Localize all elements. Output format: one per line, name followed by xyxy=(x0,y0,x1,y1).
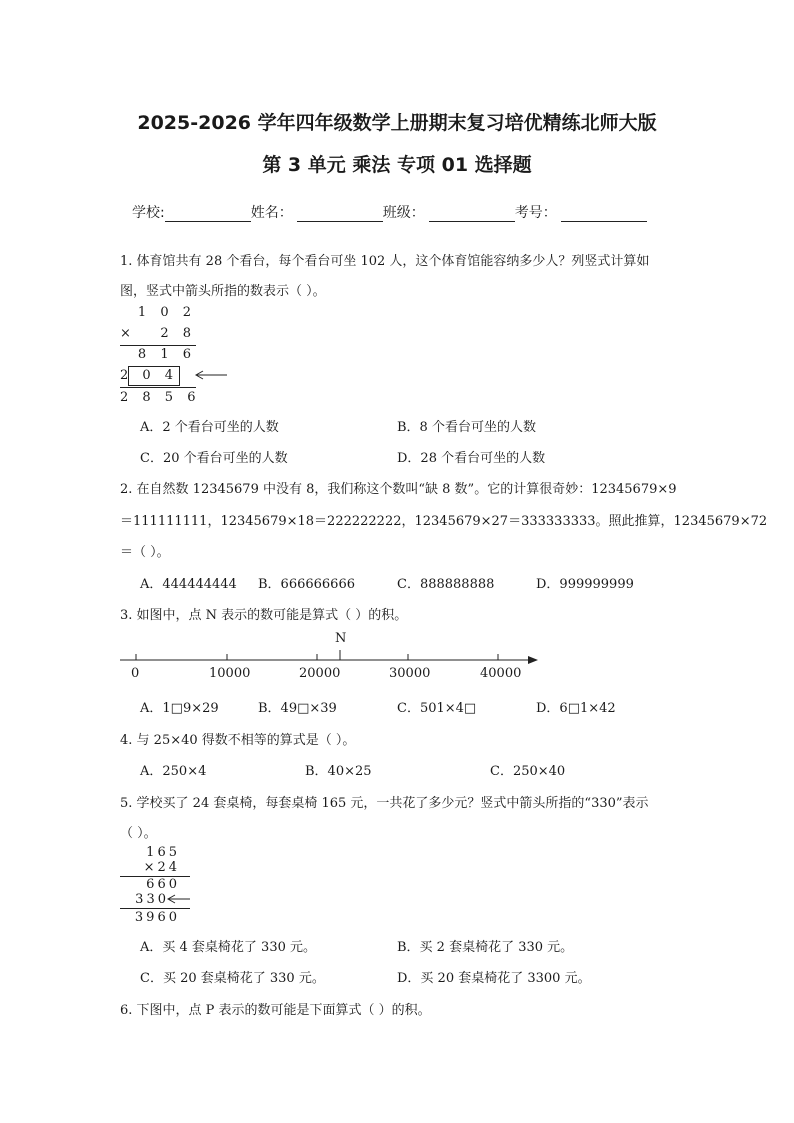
number-label: 考号： xyxy=(514,205,557,221)
q3-tick-0: 0 xyxy=(131,666,140,681)
q1-option-c[interactable]: C．20 个看台可坐的人数 xyxy=(140,451,288,466)
q3-tick-10000: 10000 xyxy=(209,666,251,681)
q5-calc-row3: 660 xyxy=(146,877,180,892)
school-blank xyxy=(165,207,251,222)
q3-option-a[interactable]: A．1□9×29 xyxy=(140,701,219,716)
q2-option-a[interactable]: A．444444444 xyxy=(140,577,237,592)
q2-text-line3: ＝（ ）。 xyxy=(120,545,170,560)
q5-text-line1: 5. 学校买了 24 套桌椅，每套桌椅 165 元，一共花了多少元？竖式中箭头所指的“330”表示 xyxy=(120,796,649,811)
q1-option-d[interactable]: D．28 个看台可坐的人数 xyxy=(397,451,546,466)
q6-text-line1: 6. 下图中，点 P 表示的数可能是下面算式（ ）的积。 xyxy=(120,1003,431,1018)
q5-calc-row4: 330 xyxy=(135,892,169,907)
q1-calc-row1: 1 0 2 xyxy=(137,305,196,320)
number-blank xyxy=(561,207,647,222)
q3-axis xyxy=(118,648,543,668)
q1-calc-row4: 2 0 4 xyxy=(120,368,179,383)
class-blank xyxy=(429,207,515,222)
q1-calc-row5: 2 8 5 6 xyxy=(120,390,201,405)
q3-tick-40000: 40000 xyxy=(480,666,522,681)
q1-text-line2: 图，竖式中箭头所指的数表示（ ）。 xyxy=(120,284,326,299)
q1-text-line1: 1. 体育馆共有 28 个看台，每个看台可坐 102 人，这个体育馆能容纳多少人？列竖式计算如 xyxy=(120,254,650,269)
q3-option-c[interactable]: C．501×4□ xyxy=(397,701,477,716)
q1-calc-line1 xyxy=(120,345,196,346)
q3-point-label: N xyxy=(335,631,347,646)
q2-option-b[interactable]: B．666666666 xyxy=(258,577,355,592)
q4-option-a[interactable]: A．250×4 xyxy=(140,764,207,779)
student-info-row xyxy=(132,202,647,222)
q2-text-line1: 2. 在自然数 12345679 中没有 8，我们称这个数叫“缺 8 数”。它的计算很奇妙：12345679×9 xyxy=(120,482,677,497)
page-title: 2025-2026 学年四年级数学上册期末复习培优精练北师大版 xyxy=(137,112,657,134)
q5-arrow-icon xyxy=(166,893,192,905)
q4-option-b[interactable]: B．40×25 xyxy=(305,764,372,779)
school-label: 学校: xyxy=(132,205,165,221)
q3-tick-20000: 20000 xyxy=(299,666,341,681)
q5-text-line2: （ ）。 xyxy=(120,826,157,841)
q3-tick-30000: 30000 xyxy=(389,666,431,681)
q3-option-b[interactable]: B．49□×39 xyxy=(258,701,337,716)
q5-calc-row2: ×24 xyxy=(143,860,180,875)
q1-calc-row2: 2 8 xyxy=(160,326,196,341)
q5-calc-row1: 165 xyxy=(146,845,180,860)
q4-text-line1: 4. 与 25×40 得数不相等的算式是（ ）。 xyxy=(120,733,356,748)
q3-option-d[interactable]: D．6□1×42 xyxy=(536,701,616,716)
q1-option-a[interactable]: A．2 个看台可坐的人数 xyxy=(140,420,279,435)
q1-arrow-icon xyxy=(193,369,229,381)
q5-calc-line2 xyxy=(120,908,190,909)
q1-calc-line2 xyxy=(120,387,196,388)
q5-option-b[interactable]: B．买 2 套桌椅花了 330 元。 xyxy=(397,940,574,955)
name-blank xyxy=(297,207,383,222)
q1-option-b[interactable]: B．8 个看台可坐的人数 xyxy=(397,420,536,435)
q4-option-c[interactable]: C．250×40 xyxy=(490,764,566,779)
q3-text-line1: 3. 如图中，点 N 表示的数可能是算式（ ）的积。 xyxy=(120,608,408,623)
q5-option-a[interactable]: A．买 4 套桌椅花了 330 元。 xyxy=(140,940,317,955)
q1-calc-row3: 8 1 6 xyxy=(137,347,196,362)
class-label: 班级： xyxy=(382,205,425,221)
page-subtitle: 第 3 单元 乘法 专项 01 选择题 xyxy=(262,154,532,176)
q5-option-c[interactable]: C．买 20 套桌椅花了 330 元。 xyxy=(140,971,325,986)
q5-option-d[interactable]: D．买 20 套桌椅花了 3300 元。 xyxy=(397,971,591,986)
q2-option-d[interactable]: D．999999999 xyxy=(536,577,634,592)
q2-option-c[interactable]: C．888888888 xyxy=(397,577,495,592)
q5-calc-row5: 3960 xyxy=(134,910,180,925)
q1-times-sign: × xyxy=(120,326,136,341)
q2-text-line2: ＝111111111，12345679×18＝222222222，12345679×27＝333333333。照此推算，12345679×72 xyxy=(120,514,768,529)
name-label: 姓名： xyxy=(250,205,293,221)
